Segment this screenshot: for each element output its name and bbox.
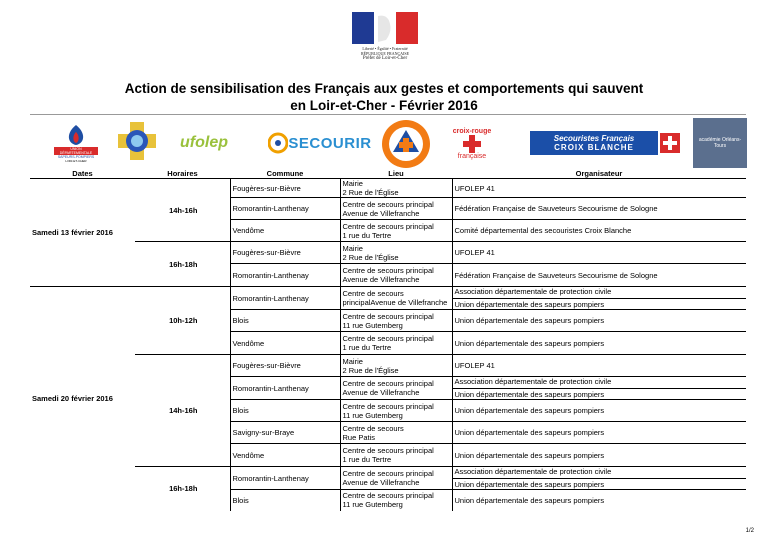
lieu-cell	[340, 179, 452, 198]
commune-cell: Fougères-sur-Bièvre	[230, 179, 340, 198]
academie-logo	[693, 118, 747, 168]
lieu-line: Avenue de Villefranche	[342, 275, 420, 284]
title-line-1: Action de sensibilisation des Français aux gestes et comportements qui sauvent	[124, 81, 644, 96]
lieu-line: Centre de secours principal	[342, 469, 434, 478]
ffss-logo	[116, 120, 158, 162]
prefect-label: Préfet de Loir-et-Cher	[362, 56, 408, 61]
organisateur-line: Union départementale des sapeurs pompiers	[454, 428, 605, 437]
organisateur-line: Union départementale des sapeurs pompiers	[454, 406, 605, 415]
organisateur-cell	[452, 467, 746, 490]
red-cross-icon	[463, 135, 481, 153]
commune-cell: Vendôme	[230, 220, 340, 242]
lieu-line: Centre de secours principal	[342, 311, 434, 321]
hour-cell: 14h-16h	[135, 179, 230, 242]
udsp-sub: SAPEURS-POMPIERS	[57, 155, 95, 159]
lieu-line: 11 rue Gutemberg	[342, 500, 403, 510]
lieu-cell	[340, 287, 452, 310]
date-cell: Samedi 13 février 2016	[30, 179, 135, 287]
organisateur-line: Union départementale des sapeurs pompiers	[454, 495, 605, 505]
lieu-cell	[340, 444, 452, 467]
secourir-logo	[268, 128, 372, 158]
table-row	[30, 179, 746, 198]
table-row	[30, 467, 746, 490]
organisateur-cell	[452, 490, 746, 511]
hour-cell: 16h-18h	[135, 242, 230, 287]
lieu-line: 11 rue Gutemberg	[342, 410, 403, 420]
table-row	[30, 355, 746, 377]
organisateur-line: Fédération Française de Sauveteurs Secourisme de Sologne	[454, 204, 658, 213]
secourir-text: SECOURIR	[288, 134, 372, 152]
lieu-line: Centre de secours principal	[342, 379, 434, 388]
commune-cell: Romorantin-Lanthenay	[230, 198, 340, 220]
marianne-logo	[352, 12, 418, 44]
lieu-cell	[340, 198, 452, 220]
organisateur-cell	[452, 198, 746, 220]
academie-text: académie Orléans-Tours	[698, 137, 742, 149]
udsp-logo	[52, 118, 100, 168]
title-rule	[30, 114, 746, 115]
organisateur-cell	[452, 287, 746, 310]
udsp-name: UNION DÉPARTEMENTALE	[54, 147, 98, 155]
lieu-cell	[340, 355, 452, 377]
lieu-line: Centre de secours principal	[342, 221, 434, 231]
table-row	[30, 242, 746, 264]
swiss-cross-icon	[660, 133, 680, 153]
lieu-line: Centre de secours	[342, 423, 404, 433]
lieu-line: 11 rue Gutemberg	[342, 320, 403, 330]
header-horaires: Horaires	[135, 168, 230, 179]
table-body	[30, 179, 746, 511]
date-cell: Samedi 20 février 2016	[30, 287, 135, 511]
lieu-cell	[340, 377, 452, 400]
hour-cell: 16h-18h	[135, 467, 230, 511]
organisateur-line: Association départementale de protection civile	[454, 467, 612, 476]
commune-cell: Fougères-sur-Bièvre	[230, 355, 340, 377]
table-row	[30, 287, 746, 310]
organisateur-cell	[452, 400, 746, 422]
lieu-line: 2 Rue de l'Église	[342, 365, 399, 375]
commune-cell: Fougères-sur-Bièvre	[230, 242, 340, 264]
flag-white	[374, 12, 396, 44]
lieu-line: 2 Rue de l'Église	[342, 188, 399, 197]
commune-cell: Savigny-sur-Braye	[230, 422, 340, 444]
lieu-cell	[340, 467, 452, 490]
lieu-cell	[340, 264, 452, 287]
ufolep-text: ufolep	[180, 134, 228, 151]
lieu-line: 1 rue du Tertre	[342, 230, 392, 240]
marianne-profile-icon	[374, 12, 396, 44]
organisateur-cell	[452, 377, 746, 400]
lieu-cell	[340, 422, 452, 444]
hour-cell: 14h-16h	[135, 355, 230, 467]
lieu-cell	[340, 242, 452, 264]
organisateur-line: Association départementale de protection civile	[454, 377, 612, 386]
lieu-line: Centre de secours principal	[342, 401, 434, 411]
organisateur-cell	[452, 444, 746, 467]
header-organisateur: Organisateur	[452, 168, 746, 179]
title-line-2: en Loir-et-Cher - Février 2016	[290, 98, 478, 113]
ufolep-logo	[172, 128, 236, 158]
organisateur-cell	[452, 179, 746, 198]
croix-blanche-line1: Secouristes Français	[553, 134, 635, 143]
organisateur-line: Fédération Française de Sauveteurs Secourisme de Sologne	[454, 270, 658, 280]
commune-cell: Romorantin-Lanthenay	[230, 377, 340, 400]
page-number: 1/2	[745, 528, 754, 534]
commune-cell: Vendôme	[230, 444, 340, 467]
lieu-line: Centre de secours	[342, 289, 404, 298]
lieu-cell	[340, 400, 452, 422]
lieu-line: 1 rue du Tertre	[342, 343, 392, 352]
commune-cell: Romorantin-Lanthenay	[230, 287, 340, 310]
lieu-cell	[340, 310, 452, 332]
lieu-cell	[340, 490, 452, 511]
organisateur-line: Union départementale des sapeurs pompiers	[454, 450, 605, 460]
organisateur-line: Union départementale des sapeurs pompiers	[453, 388, 747, 399]
hour-cell: 10h-12h	[135, 287, 230, 355]
page-title	[0, 80, 768, 114]
organisateur-line: Union départementale des sapeurs pompiers	[453, 298, 747, 309]
croix-rouge-bottom: française	[457, 153, 487, 160]
lieu-line: Centre de secours principal	[342, 199, 434, 209]
lieu-line: Mairie	[342, 243, 363, 253]
flag-blue	[352, 12, 374, 44]
organisateur-line: Union départementale des sapeurs pompiers	[454, 316, 605, 325]
organisateur-cell	[452, 264, 746, 287]
lieu-line: Mairie	[342, 179, 363, 188]
croix-rouge-logo	[445, 118, 499, 170]
lieu-line: Centre de secours principal	[342, 446, 434, 455]
commune-cell: Vendôme	[230, 332, 340, 355]
organisateur-line: Association départementale de protection civile	[454, 287, 612, 296]
prefecture-header	[340, 12, 430, 61]
lieu-line: principalAvenue de Villefranche	[342, 298, 448, 307]
flame-icon	[61, 123, 91, 147]
header-commune: Commune	[230, 168, 340, 179]
organisateur-line: UFOLEP 41	[454, 183, 495, 193]
organisateur-line: Comité départemental des secouristes Croix Blanche	[454, 226, 632, 235]
croix-blanche-logo	[530, 131, 658, 155]
lieu-line: Centre de secours principal	[342, 491, 434, 501]
commune-cell: Romorantin-Lanthenay	[230, 264, 340, 287]
organisateur-cell	[452, 422, 746, 444]
organisateur-cell	[452, 220, 746, 242]
events-table	[30, 168, 746, 511]
lieu-cell	[340, 332, 452, 355]
commune-cell: Blois	[230, 310, 340, 332]
motto: Liberté • Égalité • Fraternité	[362, 46, 408, 51]
croix-blanche-line2: CROIX BLANCHE	[554, 143, 634, 152]
protection-civile-icon	[380, 118, 432, 170]
commune-cell: Blois	[230, 490, 340, 511]
commune-cell: Romorantin-Lanthenay	[230, 467, 340, 490]
lieu-line: Avenue de Villefranche	[342, 388, 420, 397]
udsp-region: LOIR-ET-CHER	[65, 159, 87, 163]
ffss-cross-icon	[116, 120, 158, 162]
organisateur-cell	[452, 310, 746, 332]
lieu-cell	[340, 220, 452, 242]
lieu-line: 2 Rue de l'Église	[342, 252, 399, 262]
republic-label: RÉPUBLIQUE FRANÇAISE	[360, 51, 410, 56]
organisateur-cell	[452, 332, 746, 355]
organisateur-cell	[452, 355, 746, 377]
organisateur-line: UFOLEP 41	[454, 248, 495, 257]
lieu-line: Centre de secours principal	[342, 266, 434, 275]
header-dates: Dates	[30, 168, 135, 179]
lieu-line: Mairie	[342, 356, 363, 366]
organisateur-line: Union départementale des sapeurs pompiers	[454, 338, 605, 348]
secourir-hands-icon	[268, 132, 288, 154]
flag-red	[396, 12, 418, 44]
adpc-logo	[380, 118, 432, 170]
lieu-line: Avenue de Villefranche	[342, 208, 420, 218]
lieu-line: Centre de secours principal	[342, 334, 434, 343]
lieu-line: 1 rue du Tertre	[342, 455, 392, 464]
lieu-line: Rue Patis	[342, 432, 376, 442]
lieu-line: Avenue de Villefranche	[342, 478, 420, 487]
organisateur-line: UFOLEP 41	[454, 361, 495, 370]
header-lieu: Lieu	[340, 168, 452, 179]
organisateur-line: Union départementale des sapeurs pompiers	[453, 478, 747, 489]
commune-cell: Blois	[230, 400, 340, 422]
croix-rouge-top: croix-rouge	[452, 128, 492, 135]
organisateur-cell	[452, 242, 746, 264]
